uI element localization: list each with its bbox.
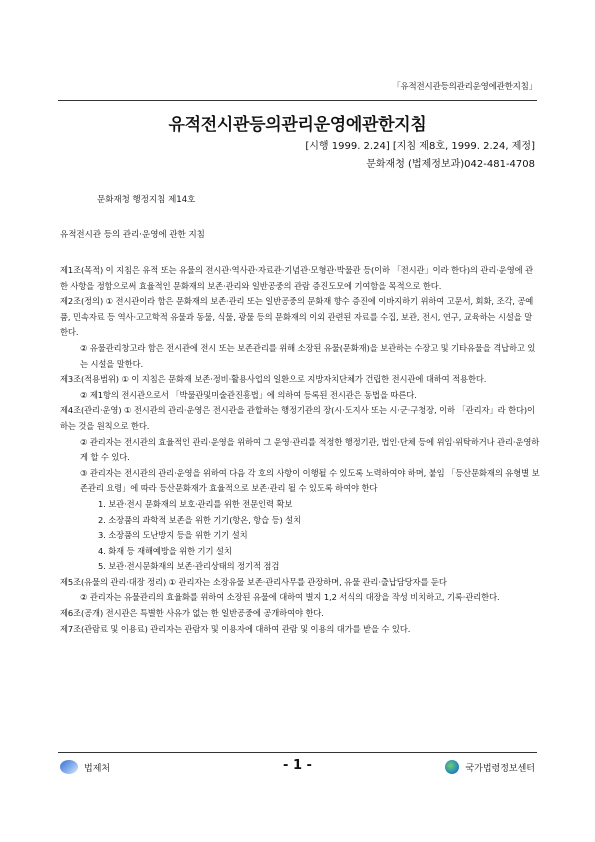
list-item: 5. 보관·전시문화재의 보존·관리상태의 정기적 점검 [98, 561, 280, 572]
regulation-body [60, 263, 540, 637]
article-7: 제7조(관람료 및 이용료) 관리자는 관람자 및 이용자에 대하여 관람 및 이용의 대가를 받을 수 있다. [60, 623, 411, 634]
reference-number: 문화재청 행정지침 제14호 [97, 195, 196, 205]
article-5: 제5조(유물의 관리·대장 정리) ① 관리자는 소장유물 보존·관리사무를 관장하며, 유물 관리·출납담당자를 둔다 [60, 576, 447, 587]
document-title: 유적전시관등의관리운영에관한지침 [168, 115, 427, 135]
list-item: 1. 보관·전시 문화재의 보호·관리를 위한 전문인력 확보 [98, 498, 293, 509]
page-number: - 1 - [283, 758, 312, 773]
article-1: 제1조(목적) 이 지침은 유적 또는 유물의 전시관·역사관·자료관·기념관·모형관·박물관 등(이하 「전시관」이라 한다)의 관리·운영에 관한 사항을 정함으로써 효율적인 문화재의 보존·관리와 일반공중의 관람 증진도모에 기여함을 목적으로 한다. [60, 265, 533, 291]
article-3: 제3조(적용범위) ① 이 지침은 문화재 보존·정비·활용사업의 일환으로 지방자치단체가 건립한 전시관에 대하여 적용한다. [60, 374, 487, 385]
department-contact: 문화재청 (법제정보과)042-481-4708 [366, 159, 535, 170]
list-item: 4. 화재 등 재해예방을 위한 기기 설치 [98, 545, 232, 556]
globe-logo-icon [445, 760, 459, 774]
article-4-para-3: ③ 관리자는 전시관의 관리·운영을 위하여 다음 각 호의 사항이 이행될 수 있도록 노력하여야 하며, 붙임 「등산문화재의 유형별 보존관리 요령」에 따라 등산문화재가 효율적으로 보존·관리 될 수 있도록 하여야 한다 [80, 467, 540, 494]
list-item: 3. 소장품의 도난방지 등을 위한 기기 설치 [98, 530, 248, 541]
footer-divider [58, 752, 537, 753]
article-5-para-2: ② 관리자는 유물관리의 효율화를 위하여 소장된 유물에 대하여 별지 1,2 서식의 대장을 작성 비치하고, 기록·관리한다. [80, 592, 500, 603]
list-item: 2. 소장품의 과학적 보존을 위한 기기(항온, 항습 등) 설치 [98, 514, 302, 525]
article-2-para-2: ② 유물관리창고라 함은 전시관에 전시 또는 보존관리를 위해 소장된 유물(문화재)을 보관하는 수장고 및 기타유물을 격납하고 있는 시설을 말한다. [80, 342, 536, 369]
footer-right-label: 국가법령정보센터 [465, 763, 535, 774]
header-document-label: 「유적전시관등의관리운영에관한지침」 [392, 82, 537, 92]
article-2: 제2조(정의) ① 전시관이라 함은 문화재의 보존·관리 또는 일반공중의 문화재 향수 증진에 이바지하기 위하여 고문서, 회화, 조각, 공예품, 민속자료 등 역사·고고학적 유물과 동물, 식물, 광물 등의 문화재의 이외 관련된 자료를 수집, 보관, 전시, 연구, 교육하는 시설을 말한다. [60, 296, 534, 338]
footer-right [445, 760, 535, 774]
regulation-subtitle: 유적전시관 등의 관리·운영에 관한 지침 [60, 230, 205, 240]
header-divider [58, 100, 537, 101]
enactment-info: [시행 1999. 2.24] [지침 제8호, 1999. 2.24, 제정] [305, 141, 535, 152]
page-footer [60, 758, 535, 780]
article-3-para-2: ② 제1항의 전시관으로서 「박물관및미술관진흥법」에 의하여 등록된 전시관은 동법을 따른다. [80, 389, 417, 400]
article-4-para-2: ② 관리자는 전시관의 효율적인 관리·운영을 위하여 그 운영·관리를 적정한 행정기관, 법인·단체 등에 위임·위탁하거나 관리·운영하게 할 수 있다. [80, 436, 540, 463]
footer-left-label: 법제처 [84, 763, 111, 774]
article-6: 제6조(공개) 전시관은 특별한 사유가 없는 한 일반공중에 공개하여야 한다. [60, 608, 324, 619]
article-4: 제4조(관리·운영) ① 전시관의 관리·운영은 전시관을 관할하는 행정기관의 장(시·도지사 또는 시·군·구청장, 이하 「관리자」라 한다)이 하는 것을 원칙으로 한다. [60, 405, 535, 431]
